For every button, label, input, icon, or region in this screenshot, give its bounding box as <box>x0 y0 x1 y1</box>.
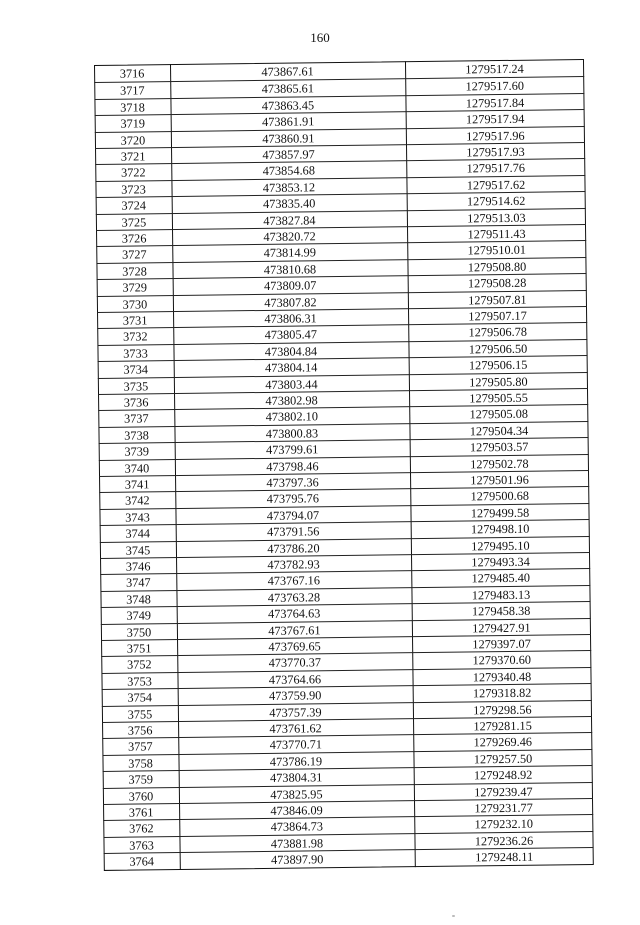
y-coordinate-cell: 1279505.80 <box>469 374 528 390</box>
x-coordinate-cell: 473806.31 <box>264 311 317 326</box>
point-number-cell: 3732 <box>122 329 148 345</box>
point-number-cell: 3741 <box>124 477 150 492</box>
x-coordinate-cell: 473767.16 <box>267 573 321 589</box>
y-coordinate-cell: 1279370.60 <box>472 653 532 668</box>
y-coordinate-cell: 1279517.62 <box>466 177 526 193</box>
y-coordinate-cell: 1279510.01 <box>467 243 527 258</box>
y-coordinate-cell: 1279239.47 <box>474 784 533 800</box>
x-coordinate-cell: 473861.91 <box>261 114 315 130</box>
point-number-cell: 3760 <box>128 788 154 804</box>
x-coordinate-cell: 473863.45 <box>261 98 315 113</box>
y-coordinate-cell: 1279504.34 <box>469 423 529 439</box>
point-number-cell: 3722 <box>120 165 146 181</box>
x-coordinate-cell: 473798.46 <box>266 458 319 474</box>
point-number-cell: 3761 <box>128 805 154 820</box>
y-coordinate-cell: 1279514.62 <box>466 193 526 209</box>
x-coordinate-cell: 473799.61 <box>265 442 319 458</box>
point-number-cell: 3727 <box>121 247 147 263</box>
x-coordinate-cell: 473897.90 <box>271 852 324 868</box>
point-number-cell: 3753 <box>127 674 152 689</box>
y-coordinate-cell: 1279257.50 <box>473 751 533 767</box>
y-coordinate-cell: 1279248.92 <box>473 767 533 783</box>
x-coordinate-cell: 473759.90 <box>268 688 322 704</box>
point-number-cell: 3759 <box>128 772 154 787</box>
y-coordinate-cell: 1279397.07 <box>472 636 531 652</box>
x-coordinate-cell: 473804.84 <box>264 344 318 359</box>
x-coordinate-cell: 473757.39 <box>269 704 322 720</box>
y-coordinate-cell: 1279517.24 <box>465 61 524 77</box>
point-number-cell: 3718 <box>120 100 145 115</box>
y-coordinate-cell: 1279502.78 <box>470 456 529 472</box>
x-coordinate-cell: 473804.14 <box>264 360 318 376</box>
point-number-cell: 3724 <box>121 198 147 213</box>
x-coordinate-cell: 473767.61 <box>268 622 321 638</box>
point-number-cell: 3762 <box>128 821 154 837</box>
y-coordinate-cell: 1279281.15 <box>473 718 532 734</box>
y-coordinate-cell: 1279498.10 <box>470 521 530 537</box>
x-coordinate-cell: 473805.47 <box>264 327 318 343</box>
point-number-cell: 3747 <box>125 575 151 591</box>
x-coordinate-cell: 473865.61 <box>261 81 315 97</box>
point-number-cell: 3758 <box>128 756 153 771</box>
point-number-cell: 3734 <box>123 362 149 377</box>
y-coordinate-cell: 1279318.82 <box>472 685 532 701</box>
x-coordinate-cell: 473853.12 <box>262 180 316 195</box>
y-coordinate-cell: 1279517.84 <box>465 95 525 111</box>
y-coordinate-cell: 1279507.81 <box>468 292 527 308</box>
x-coordinate-cell: 473827.84 <box>263 212 316 228</box>
y-coordinate-cell: 1279231.77 <box>474 800 533 816</box>
point-number-cell: 3723 <box>121 182 146 197</box>
point-number-cell: 3756 <box>127 723 153 738</box>
y-coordinate-cell: 1279500.68 <box>470 489 530 504</box>
x-coordinate-cell: 473881.98 <box>270 836 324 851</box>
y-coordinate-cell: 1279506.15 <box>468 357 528 373</box>
y-coordinate-cell: 1279485.40 <box>471 571 531 586</box>
x-coordinate-cell: 473835.40 <box>262 196 316 212</box>
point-number-cell: 3717 <box>119 83 145 99</box>
y-coordinate-cell: 1279517.60 <box>465 79 525 94</box>
page-number: 160 <box>310 30 330 45</box>
y-coordinate-cell: 1279517.96 <box>466 128 525 144</box>
scan-speck <box>452 915 455 917</box>
point-number-cell: 3748 <box>126 592 151 607</box>
x-coordinate-cell: 473764.66 <box>268 672 322 687</box>
point-number-cell: 3730 <box>122 296 148 312</box>
y-coordinate-cell: 1279507.17 <box>468 308 527 324</box>
point-number-cell: 3729 <box>122 280 148 295</box>
y-coordinate-cell: 1279517.93 <box>466 144 525 160</box>
x-coordinate-cell: 473802.98 <box>265 393 318 408</box>
y-coordinate-cell: 1279248.11 <box>475 849 534 865</box>
x-coordinate-cell: 473782.93 <box>267 557 320 572</box>
y-coordinate-cell: 1279508.80 <box>467 259 527 275</box>
x-coordinate-cell: 473857.97 <box>262 147 315 162</box>
x-coordinate-cell: 473769.65 <box>268 639 321 654</box>
y-coordinate-cell: 1279505.55 <box>469 390 528 406</box>
x-coordinate-cell: 473809.07 <box>263 278 317 294</box>
point-number-cell: 3725 <box>121 214 147 230</box>
point-number-cell: 3737 <box>123 411 149 427</box>
point-number-cell: 3739 <box>124 444 150 459</box>
x-coordinate-cell: 473803.44 <box>265 376 318 392</box>
y-coordinate-cell: 1279236.26 <box>474 833 534 849</box>
y-coordinate-cell: 1279483.13 <box>471 587 531 603</box>
y-coordinate-cell: 1279513.03 <box>467 210 526 226</box>
point-number-cell: 3754 <box>127 690 153 705</box>
point-number-cell: 3731 <box>122 313 148 328</box>
y-coordinate-cell: 1279511.43 <box>467 226 526 242</box>
point-number-cell: 3757 <box>127 739 153 755</box>
point-number-cell: 3746 <box>125 559 151 574</box>
x-coordinate-cell: 473860.91 <box>262 130 315 146</box>
point-number-cell: 3742 <box>124 493 150 509</box>
point-number-cell: 3738 <box>124 428 149 443</box>
point-number-cell: 3735 <box>123 378 149 394</box>
point-number-cell: 3764 <box>129 854 155 869</box>
point-number-cell: 3743 <box>125 510 150 525</box>
y-coordinate-cell: 1279340.48 <box>472 669 532 685</box>
point-number-cell: 3733 <box>123 346 148 361</box>
x-coordinate-cell: 473761.62 <box>269 721 322 736</box>
x-coordinate-cell: 473846.09 <box>270 803 323 818</box>
point-number-cell: 3740 <box>124 460 150 476</box>
point-number-cell: 3755 <box>127 706 153 722</box>
point-number-cell: 3744 <box>125 526 151 541</box>
point-number-cell: 3763 <box>129 838 154 853</box>
point-number-cell: 3728 <box>122 264 147 279</box>
x-coordinate-cell: 473786.19 <box>269 754 323 769</box>
x-coordinate-cell: 473797.36 <box>266 475 319 490</box>
y-coordinate-cell: 1279232.10 <box>474 817 534 832</box>
y-coordinate-cell: 1279298.56 <box>473 702 532 718</box>
x-coordinate-cell: 473867.61 <box>261 64 314 79</box>
x-coordinate-cell: 473764.63 <box>267 606 321 622</box>
x-coordinate-cell: 473794.07 <box>266 508 320 523</box>
x-coordinate-cell: 473763.28 <box>267 590 321 605</box>
point-number-cell: 3750 <box>126 624 152 640</box>
y-coordinate-cell: 1279508.28 <box>467 275 527 291</box>
point-number-cell: 3719 <box>120 116 146 131</box>
x-coordinate-cell: 473786.20 <box>267 540 320 556</box>
x-coordinate-cell: 473807.82 <box>264 294 317 310</box>
y-coordinate-cell: 1279499.58 <box>470 505 530 521</box>
y-coordinate-cell: 1279506.78 <box>468 325 528 340</box>
point-number-cell: 3736 <box>123 395 149 410</box>
x-coordinate-cell: 473854.68 <box>262 163 316 179</box>
point-number-cell: 3749 <box>126 608 152 623</box>
x-coordinate-cell: 473791.56 <box>266 524 320 540</box>
point-number-cell: 3752 <box>126 657 152 673</box>
y-coordinate-cell: 1279269.46 <box>473 735 533 750</box>
y-coordinate-cell: 1279505.08 <box>469 407 529 422</box>
x-coordinate-cell: 473825.95 <box>270 786 323 802</box>
x-coordinate-cell: 473804.31 <box>269 770 323 786</box>
y-coordinate-cell: 1279517.76 <box>466 161 526 176</box>
y-coordinate-cell: 1279501.96 <box>470 472 529 488</box>
point-number-cell: 3721 <box>120 149 146 164</box>
x-coordinate-cell: 473820.72 <box>263 229 316 244</box>
y-coordinate-cell: 1279503.57 <box>469 439 529 455</box>
y-coordinate-cell: 1279506.50 <box>468 341 528 357</box>
point-number-cell: 3720 <box>120 132 146 148</box>
point-number-cell: 3726 <box>121 231 147 246</box>
x-coordinate-cell: 473814.99 <box>263 245 317 261</box>
y-coordinate-cell: 1279458.38 <box>471 603 531 619</box>
x-coordinate-cell: 473864.73 <box>270 819 324 835</box>
x-coordinate-cell: 473770.71 <box>269 737 323 753</box>
y-coordinate-cell: 1279493.34 <box>471 554 530 570</box>
x-coordinate-cell: 473802.10 <box>265 409 319 425</box>
point-number-cell: 3745 <box>125 542 151 558</box>
point-number-cell: 3751 <box>126 641 152 656</box>
y-coordinate-cell: 1279517.94 <box>465 111 525 127</box>
x-coordinate-cell: 473795.76 <box>266 491 320 507</box>
point-number-cell: 3716 <box>119 66 145 81</box>
x-coordinate-cell: 473770.37 <box>268 655 322 671</box>
x-coordinate-cell: 473800.83 <box>265 426 319 441</box>
x-coordinate-cell: 473810.68 <box>263 262 317 277</box>
y-coordinate-cell: 1279495.10 <box>471 538 530 554</box>
y-coordinate-cell: 1279427.91 <box>472 620 531 636</box>
coordinate-table <box>94 59 594 871</box>
